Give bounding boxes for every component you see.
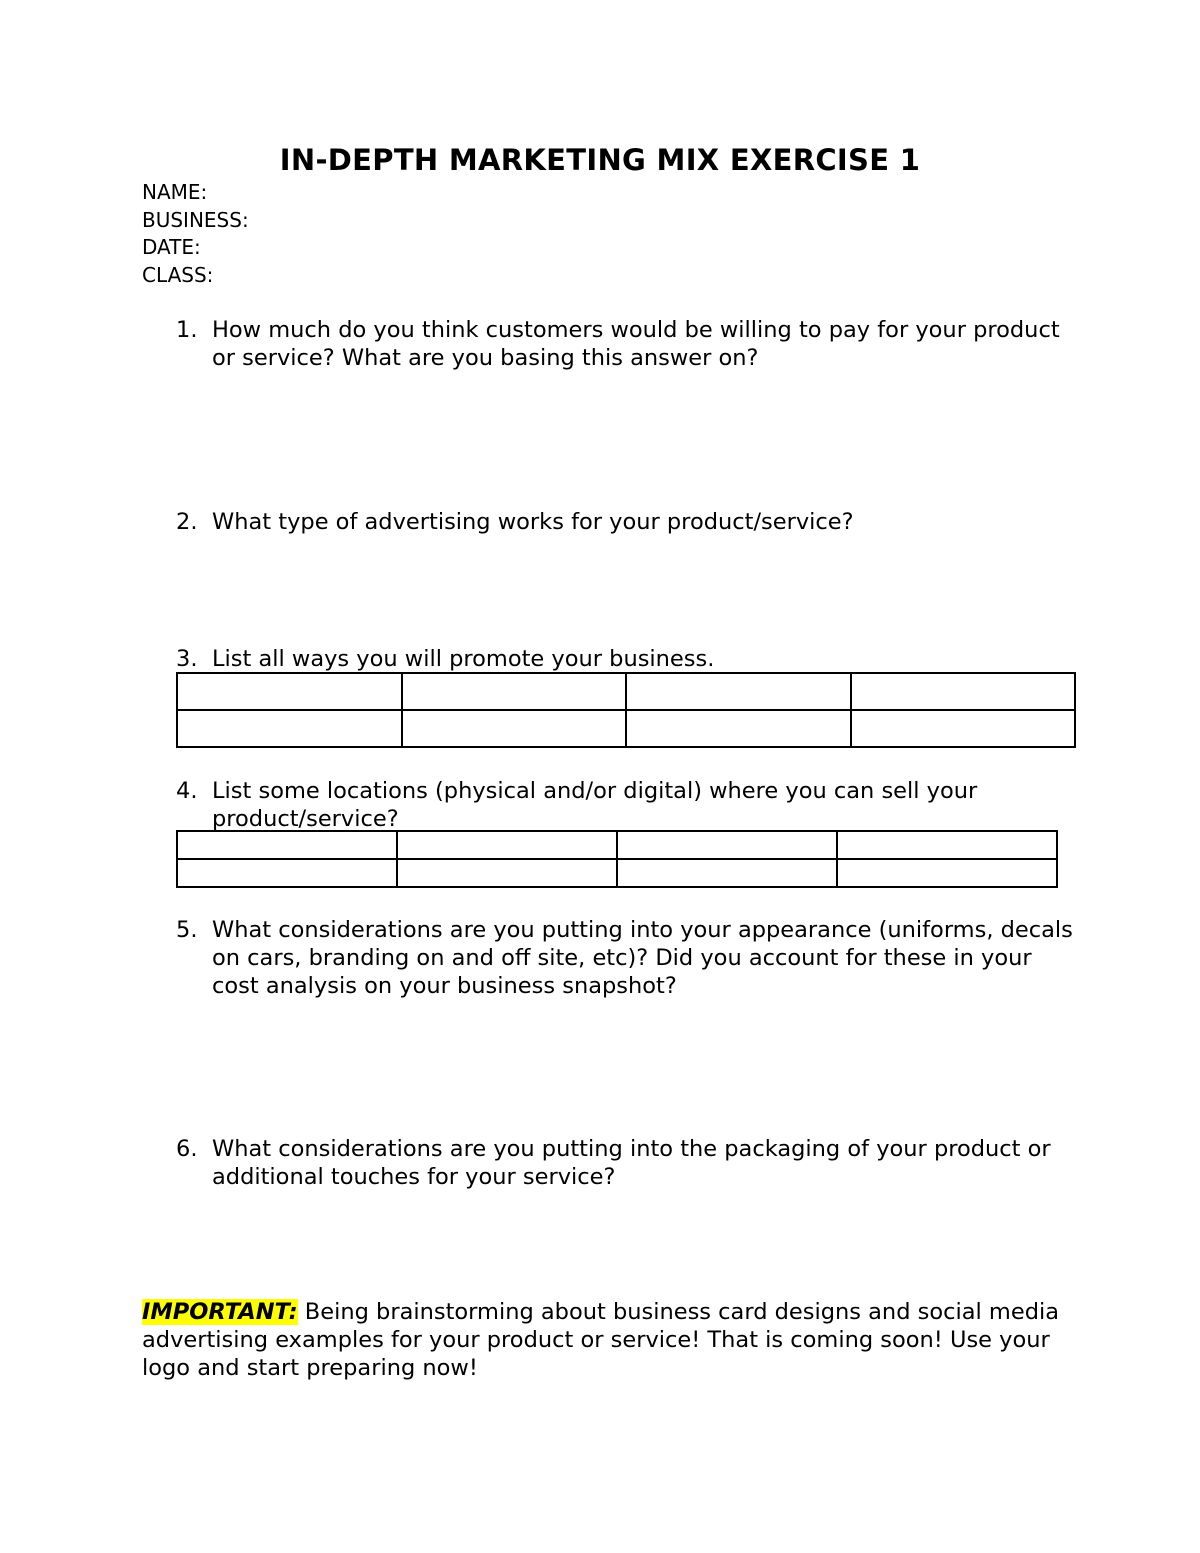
question-number: 6. [176,1136,198,1162]
question-text: How much do you think customers would be willing to pay for your product or service? What are you basing this answer on? [212,317,1060,371]
important-label: IMPORTANT: [142,1299,298,1325]
answer-cell[interactable] [617,859,837,887]
important-note [142,1298,1062,1382]
question-1 [176,316,1076,372]
answer-cell[interactable] [402,673,627,710]
business-field-label: BUSINESS: [142,208,249,232]
question-5 [176,916,1076,1000]
question-number: 1. [176,317,198,343]
question-6 [176,1135,1076,1191]
question-4 [176,777,1076,833]
answer-cell[interactable] [617,831,837,859]
important-text: Being brainstorming about business card designs and social media advertising examples for your product or service! That is coming soon! Use your logo and start preparing now! [142,1299,1060,1381]
question-text: What type of advertising works for your product/service? [212,509,854,535]
answer-cell[interactable] [177,673,402,710]
answer-cell[interactable] [177,831,397,859]
answer-cell[interactable] [177,859,397,887]
question-number: 4. [176,778,198,804]
answer-cell[interactable] [177,710,402,747]
question-number: 2. [176,509,198,535]
question-text: List some locations (physical and/or digital) where you can sell your product/service? [212,778,978,832]
answer-cell[interactable] [397,859,617,887]
name-field-label: NAME: [142,180,208,204]
answer-cell[interactable] [626,710,851,747]
answer-cell[interactable] [397,831,617,859]
question-text: What considerations are you putting into your appearance (uniforms, decals on cars, branding on and off site, etc)? Did you account for these in your cost analysis on your business snapshot? [212,917,1073,999]
answer-cell[interactable] [626,673,851,710]
answer-cell[interactable] [402,710,627,747]
question-text: List all ways you will promote your business. [212,646,715,672]
answer-cell[interactable] [837,831,1057,859]
question-number: 5. [176,917,198,943]
question-2 [176,508,1076,536]
answer-cell[interactable] [837,859,1057,887]
locations-answer-table [176,830,1058,888]
question-text: What considerations are you putting into the packaging of your product or additional touches for your service? [212,1136,1051,1190]
question-number: 3. [176,646,198,672]
page-title: IN-DEPTH MARKETING MIX EXERCISE 1 [279,143,921,177]
date-field-label: DATE: [142,235,201,259]
promotion-answer-table [176,672,1076,748]
question-3 [176,645,1076,673]
answer-cell[interactable] [851,710,1076,747]
answer-cell[interactable] [851,673,1076,710]
class-field-label: CLASS: [142,263,214,287]
